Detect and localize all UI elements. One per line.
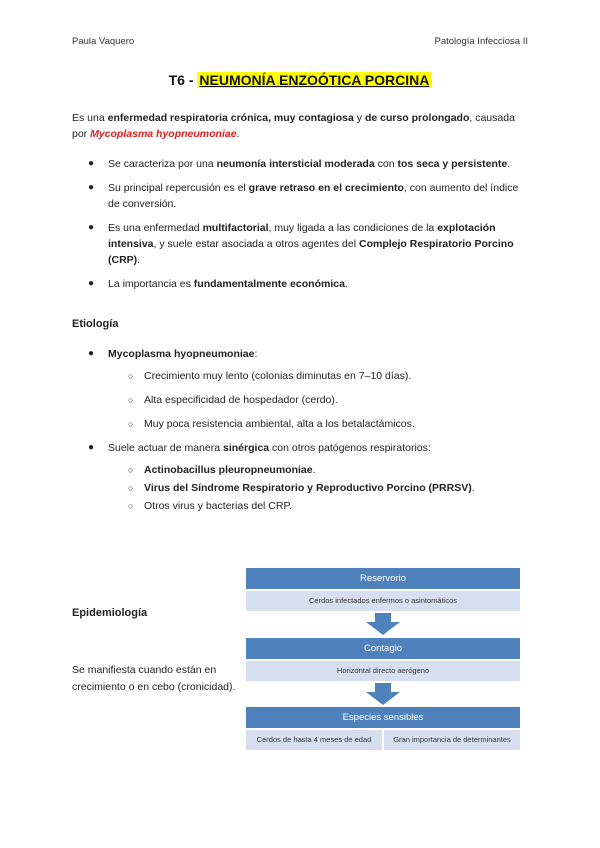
circle-bullet-icon: ○ xyxy=(128,465,134,475)
sub-item-text: Otros virus y bacterias del CRP. xyxy=(144,500,293,512)
especies-body-right: Gran importancia de determinantes xyxy=(384,730,520,750)
bullet-item xyxy=(72,346,528,432)
bullet-text: Su principal repercusión es el xyxy=(108,182,249,194)
title-prefix: T6 - xyxy=(168,72,198,88)
especies-body-left: Cerdos de hasta 4 meses de edad xyxy=(246,730,382,750)
sub-item xyxy=(108,480,528,496)
sub-item xyxy=(108,392,528,408)
header-subject: Patología Infecciosa II xyxy=(434,36,528,47)
reservorio-header: Reservorio xyxy=(246,568,520,589)
bullet-bold: tos seca y persistente xyxy=(397,158,508,170)
bullet-icon: ● xyxy=(88,182,95,193)
bullet-text: con otros patógenos respiratorios: xyxy=(269,442,431,454)
bullet-icon: ● xyxy=(88,278,95,289)
intro-text-1: Es una xyxy=(72,112,108,124)
sub-item-text: Alta especificidad de hospedador (cerdo). xyxy=(144,394,338,406)
etiologia-list xyxy=(72,346,528,522)
intro-text-2: y xyxy=(353,112,365,124)
circle-bullet-icon: ○ xyxy=(128,501,134,511)
epidemiologia-text: Se manifiesta cuando están en crecimiento o en cebo (cronicidad). xyxy=(72,664,236,693)
bullet-icon: ● xyxy=(88,348,95,359)
circle-bullet-icon: ○ xyxy=(128,419,134,429)
especies-header: Especies sensibles xyxy=(246,707,520,728)
etiologia-heading: Etiología xyxy=(72,318,119,330)
bullet-item xyxy=(72,220,528,268)
mycoplasma-sublist xyxy=(108,368,528,432)
bullet-icon: ● xyxy=(88,222,95,233)
bullet-text: , con aumento del índice de conversión. xyxy=(108,182,519,210)
bullet-bold: Complejo Respiratorio Porcino (CRP) xyxy=(108,238,514,266)
bullet-bold: sinérgica xyxy=(223,442,270,454)
sub-item xyxy=(108,498,528,514)
bullet-text: Se caracteriza por una xyxy=(108,158,217,170)
bullet-text: . xyxy=(507,158,511,170)
sub-item-bold: Actinobacillus pleuropneumoniae xyxy=(144,464,313,476)
synergy-sublist xyxy=(108,462,528,514)
circle-bullet-icon: ○ xyxy=(128,483,134,493)
contagio-body: Horizontal directo aerógeno xyxy=(246,661,520,681)
circle-bullet-icon: ○ xyxy=(128,371,134,381)
intro-text-3: , causada por xyxy=(72,112,515,140)
intro-bold-1: enfermedad respiratoria crónica, muy contagiosa xyxy=(107,112,354,124)
bullet-bold: grave retraso en el crecimiento xyxy=(248,182,404,194)
intro-bullet-list xyxy=(72,156,528,300)
bullet-item xyxy=(72,440,528,514)
intro-paragraph xyxy=(72,110,528,142)
bullet-text: con xyxy=(374,158,398,170)
down-arrow-icon xyxy=(366,683,400,705)
bullet-item xyxy=(72,276,528,292)
bullet-bold: explotación intensiva xyxy=(108,222,496,250)
page-title xyxy=(0,72,600,88)
sub-item-text: . xyxy=(312,464,316,476)
sub-item-text: Crecimiento muy lento (colonias diminutas en 7–10 días). xyxy=(144,370,412,382)
bullet-item xyxy=(72,156,528,172)
reservorio-body: Cerdos infectados enfermos o asintomáticos xyxy=(246,591,520,611)
bullet-text: . xyxy=(137,254,141,266)
title-main: NEUMONÍA ENZOÓTICA PORCINA xyxy=(199,72,430,88)
mycoplasma-name: Mycoplasma hyopneumoniae xyxy=(108,348,255,360)
sub-item xyxy=(108,416,528,432)
bullet-text: . xyxy=(344,278,348,290)
bullet-text: , muy ligada a las condiciones de la xyxy=(268,222,438,234)
bullet-text: La importancia es xyxy=(108,278,194,290)
especies-body xyxy=(246,730,520,750)
sub-item-text: . xyxy=(471,482,475,494)
bullet-text: : xyxy=(254,348,258,360)
bullet-bold: multifactorial xyxy=(202,222,269,234)
epidemiology-diagram xyxy=(246,568,520,748)
intro-agent: Mycoplasma hyopneumoniae xyxy=(90,128,237,140)
epidemiologia-heading: Epidemiología xyxy=(72,607,148,619)
sub-item xyxy=(108,368,528,384)
bullet-icon: ● xyxy=(88,158,95,169)
sub-item-text: Muy poca resistencia ambiental, alta a los betalactámicos. xyxy=(144,418,415,430)
sub-item-bold: Virus del Síndrome Respiratorio y Reproductivo Porcino (PRRSV) xyxy=(144,482,472,494)
sub-item xyxy=(108,462,528,478)
intro-bold-2: de curso prolongado xyxy=(364,112,470,124)
down-arrow-icon xyxy=(366,613,400,635)
bullet-text: , y suele estar asociada a otros agentes del xyxy=(153,238,359,250)
header-author: Paula Vaquero xyxy=(72,36,135,47)
bullet-icon: ● xyxy=(88,442,95,453)
bullet-bold: fundamentalmente económica xyxy=(193,278,345,290)
circle-bullet-icon: ○ xyxy=(128,395,134,405)
bullet-bold: neumonía intersticial moderada xyxy=(216,158,375,170)
bullet-text: Es una enfermedad xyxy=(108,222,203,234)
bullet-text: Suele actuar de manera xyxy=(108,442,223,454)
contagio-header: Contagio xyxy=(246,638,520,659)
bullet-item xyxy=(72,180,528,212)
intro-text-4: . xyxy=(236,128,240,140)
